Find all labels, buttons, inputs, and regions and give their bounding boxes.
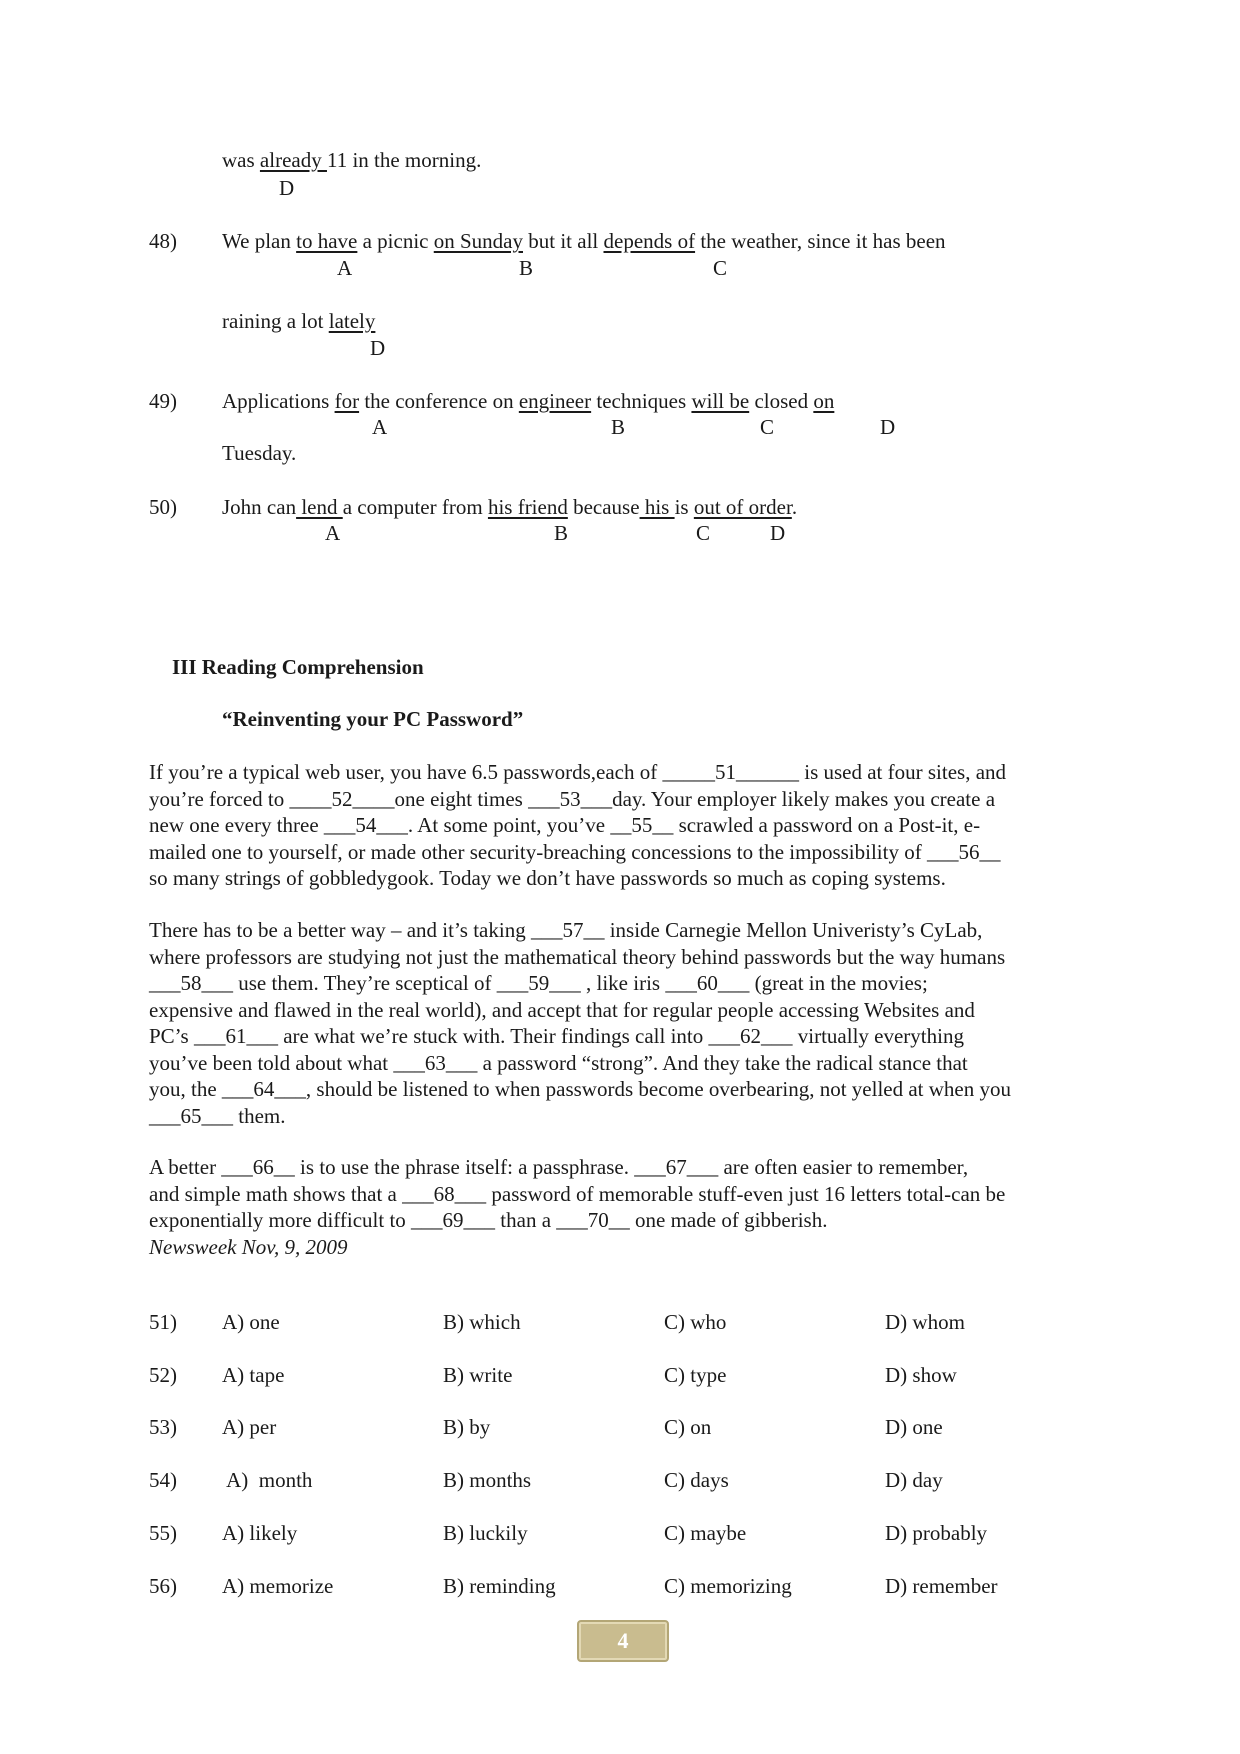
passage-line: where professors are studying not just the mathematical theory behind passwords but the way humans	[149, 944, 1006, 969]
q49-option-b-text: engineer	[518, 389, 592, 413]
option-d: D) probably	[885, 1521, 988, 1545]
q49-line	[222, 389, 834, 413]
q50-line	[222, 495, 797, 519]
option-d: D) whom	[885, 1310, 965, 1334]
q49-text-4: closed	[749, 389, 814, 413]
option-b: B) reminding	[443, 1574, 556, 1598]
q49-letter-d: D	[880, 415, 896, 439]
option-a: A) per	[222, 1415, 277, 1439]
options-row-54	[149, 1468, 1109, 1492]
q49-option-c-text: will be	[691, 389, 750, 413]
options-row-56	[149, 1574, 1109, 1598]
passage-line: ___65___ them.	[149, 1103, 286, 1128]
q48-text-1: We plan	[222, 229, 297, 253]
q48-text-2: a picnic	[357, 229, 434, 253]
option-number: 55)	[149, 1521, 177, 1545]
option-d: D) remember	[885, 1574, 998, 1598]
section-heading: III Reading Comprehension	[172, 655, 424, 679]
passage-paragraph-3	[149, 1154, 1109, 1260]
q48-letter-a: A	[337, 256, 353, 280]
passage-source: Newsweek Nov, 9, 2009	[149, 1234, 348, 1259]
q49-letter-b: B	[611, 415, 626, 439]
q48-option-c-text: depends of	[603, 229, 696, 253]
q47-line	[222, 148, 481, 172]
page-number-badge: 4	[577, 1620, 669, 1662]
q47-text-2: 11 in the morning.	[326, 148, 482, 172]
option-b: B) months	[443, 1468, 532, 1492]
q48-letter-c: C	[713, 256, 728, 280]
q49-number: 49)	[149, 389, 177, 413]
q48-option-a-text: to have	[296, 229, 358, 253]
option-d: D) one	[885, 1415, 943, 1439]
options-row-53	[149, 1415, 1109, 1439]
option-d: D) show	[885, 1363, 957, 1387]
q50-text-5: .	[791, 495, 798, 519]
q50-number: 50)	[149, 495, 177, 519]
q48-number: 48)	[149, 229, 177, 253]
passage-line: expensive and flawed in the real world), and accept that for regular people accessing Websites and	[149, 997, 975, 1022]
options-row-55	[149, 1521, 1109, 1545]
passage-line: you, the ___64___, should be listened to when passwords become overbearing, not yelled at when you	[149, 1077, 1011, 1101]
option-c: C) on	[664, 1415, 712, 1439]
passage-line: so many strings of gobbledygook. Today we don’t have passwords so much as coping systems.	[149, 866, 946, 890]
options-row-51	[149, 1310, 1109, 1334]
q50-text-4: is	[674, 495, 694, 519]
passage-paragraph-1	[149, 759, 1109, 892]
option-b: B) which	[443, 1310, 521, 1334]
q48-line	[222, 229, 946, 253]
option-b: B) luckily	[443, 1521, 528, 1545]
option-number: 52)	[149, 1363, 177, 1387]
passage-line: PC’s ___61___ are what we’re stuck with. Their findings call into ___62___ virtually everything	[149, 1024, 964, 1048]
option-number: 51)	[149, 1310, 177, 1334]
passage-line: If you’re a typical web user, you have 6.5 passwords,each of _____51______ is used at four sites, and	[149, 760, 1007, 784]
option-a: A) month	[222, 1468, 313, 1492]
option-a: A) tape	[222, 1363, 285, 1387]
option-b: B) by	[443, 1415, 491, 1439]
q49-option-d-text: on	[813, 389, 835, 413]
passage-title: “Reinventing your PC Password”	[222, 707, 524, 731]
q48-text-3: but it all	[523, 229, 604, 253]
q50-option-d-text: out of order	[693, 495, 792, 519]
passage-line: A better ___66__ is to use the phrase itself: a passphrase. ___67___ are often easier to remember,	[149, 1155, 969, 1179]
q48-line-2	[222, 309, 375, 333]
option-number: 54)	[149, 1468, 177, 1492]
q50-text-3: because	[567, 495, 640, 519]
q49-text-2: the conference on	[359, 389, 519, 413]
passage-line: you’ve been told about what ___63___ a password “strong”. And they take the radical stance that	[149, 1050, 968, 1075]
q50-text-1: John can	[222, 495, 297, 519]
option-c: C) memorizing	[664, 1574, 792, 1598]
option-b: B) write	[443, 1363, 513, 1387]
passage-line: exponentially more difficult to ___69___ than a ___70__ one made of gibberish.	[149, 1208, 828, 1232]
q50-option-a-text: lend	[296, 495, 343, 519]
q50-text-2: a computer from	[342, 495, 488, 519]
q48-text-4: the weather, since it has been	[695, 229, 946, 253]
passage-line: There has to be a better way – and it’s taking ___57__ inside Carnegie Mellon Univeristy’s CyLab,	[149, 918, 983, 942]
q47-text-1: was	[222, 148, 260, 172]
q49-text-3: techniques	[591, 389, 692, 413]
q49-text-1: Applications	[222, 389, 335, 413]
option-c: C) type	[664, 1363, 727, 1387]
option-a: A) likely	[222, 1521, 298, 1545]
q50-letter-c: C	[696, 521, 711, 545]
options-row-52	[149, 1363, 1109, 1387]
passage-line: mailed one to yourself, or made other security-breaching concessions to the impossibility of ___56__	[149, 839, 1001, 864]
option-d: D) day	[885, 1468, 943, 1492]
q48-letter-d: D	[370, 336, 386, 360]
passage-line: and simple math shows that a ___68___ password of memorable stuff-even just 16 letters total-can be	[149, 1181, 1006, 1206]
q49-letter-c: C	[760, 415, 775, 439]
q48-option-b-text: on Sunday	[433, 229, 523, 253]
q49-letter-a: A	[372, 415, 388, 439]
q49-line-2: Tuesday.	[222, 441, 297, 465]
q49-option-a-text: for	[334, 389, 360, 413]
option-number: 56)	[149, 1574, 177, 1598]
passage-paragraph-2	[149, 917, 1109, 1129]
q50-option-c-text: his	[639, 495, 675, 519]
q47-underlined-d: already	[259, 148, 327, 172]
option-a: A) one	[222, 1310, 280, 1334]
q48-option-d-text: lately	[328, 309, 376, 333]
option-c: C) maybe	[664, 1521, 747, 1545]
q47-letter-d: D	[279, 176, 295, 200]
q50-letter-b: B	[554, 521, 569, 545]
q48-letter-b: B	[519, 256, 534, 280]
passage-line: ___58___ use them. They’re sceptical of ___59___ , like iris ___60___ (great in the movies;	[149, 971, 928, 995]
passage-line: you’re forced to ____52____one eight times ___53___day. Your employer likely makes you create a	[149, 786, 996, 811]
q50-letter-d: D	[770, 521, 786, 545]
option-c: C) days	[664, 1468, 729, 1492]
passage-line: new one every three ___54___. At some point, you’ve __55__ scrawled a password on a Post-it, e-	[149, 813, 981, 837]
option-a: A) memorize	[222, 1574, 334, 1598]
q50-letter-a: A	[325, 521, 341, 545]
q50-option-b-text: his friend	[487, 495, 568, 519]
option-number: 53)	[149, 1415, 177, 1439]
option-c: C) who	[664, 1310, 727, 1334]
q48-text-5: raining a lot	[222, 309, 329, 333]
